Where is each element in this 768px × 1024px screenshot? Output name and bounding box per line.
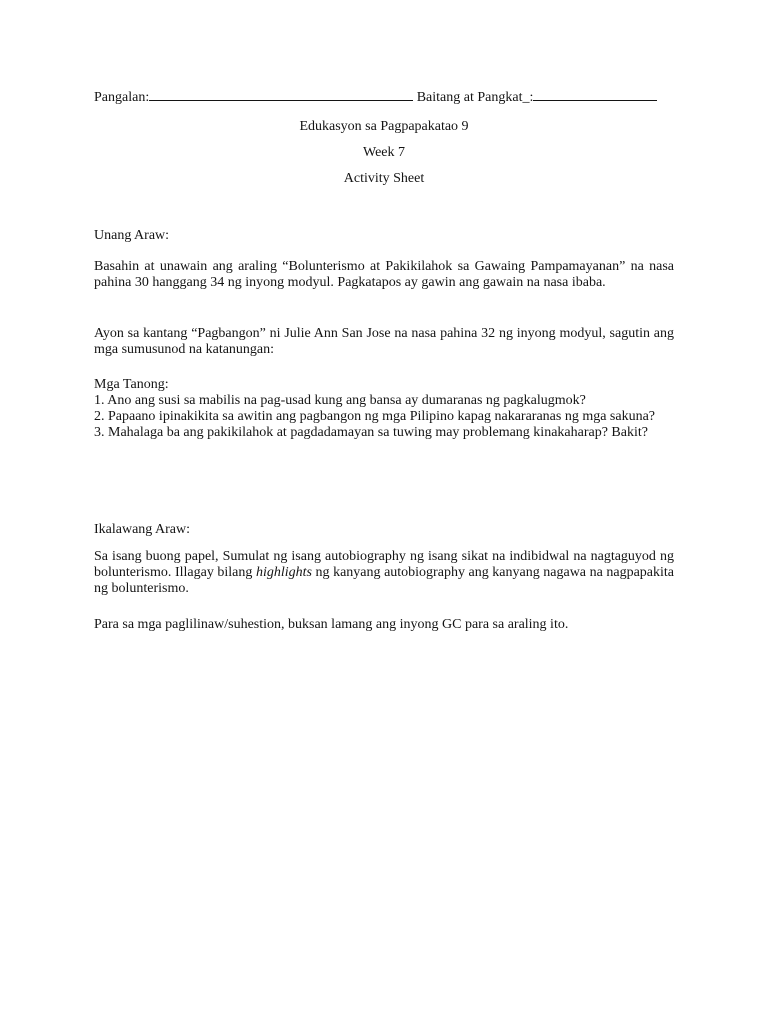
name-label: Pangalan: xyxy=(94,90,150,105)
subject-title: Edukasyon sa Pagpapakatao 9 xyxy=(299,119,469,134)
day1-instruction xyxy=(94,259,674,291)
question-item-1: 1. Ano ang susi sa mabilis na pag-usad kung ang bansa ay dumaranas ng pagkalugmok? xyxy=(94,393,586,408)
day1-heading: Unang Araw: xyxy=(94,228,170,243)
grade-blank[interactable] xyxy=(533,88,657,101)
day2-task xyxy=(94,549,674,597)
day2-task-before: Sa isang buong papel, Sumulat ng isang autobiography ng isang sikat na indibidwal na nagtaguyod ng bolunterismo. Illagay bilang xyxy=(94,549,674,580)
questions-heading: Mga Tanong: xyxy=(94,377,169,392)
sheet-title: Activity Sheet xyxy=(343,171,425,186)
questions-section xyxy=(94,377,674,441)
day1-song-prompt xyxy=(94,326,674,358)
name-blank[interactable] xyxy=(149,88,413,101)
day2-task-after: ng kanyang autobiography ang kanyang nagawa na nagpapakita ng bolunterismo. xyxy=(94,565,674,596)
grade-label: Baitang at Pangkat_: xyxy=(416,90,534,105)
day2-task-text xyxy=(94,549,674,597)
day2-heading: Ikalawang Araw: xyxy=(94,522,191,537)
question-item-2: 2. Papaano ipinakikita sa awitin ang pagbangon ng mga Pilipino kapag nakararanas ng mga sakuna? xyxy=(94,409,656,424)
day2-note: Para sa mga paglilinaw/suhestion, buksan lamang ang inyong GC para sa araling ito. xyxy=(94,617,569,632)
song-prompt-text: Ayon sa kantang “Pagbangon” ni Julie Ann San Jose na nasa pahina 32 ng inyong modyul, sagutin ang mga sumusunod na katanungan: xyxy=(94,326,674,357)
question-item-3: 3. Mahalaga ba ang pakikilahok at pagdadamayan sa tuwing may problemang kinakaharap? Bakit? xyxy=(94,425,648,440)
day2-task-emphasis: highlights xyxy=(255,565,312,580)
day1-instruction-text: Basahin at unawain ang araling “Bolunterismo at Pakikilahok sa Gawaing Pampamayanan” na nasa pahina 30 hanggang 34 ng inyong modyul. Pagkatapos ay gawin ang gawain na nasa ibaba. xyxy=(94,259,674,290)
student-info-line xyxy=(94,88,676,106)
week-title: Week 7 xyxy=(362,145,406,160)
